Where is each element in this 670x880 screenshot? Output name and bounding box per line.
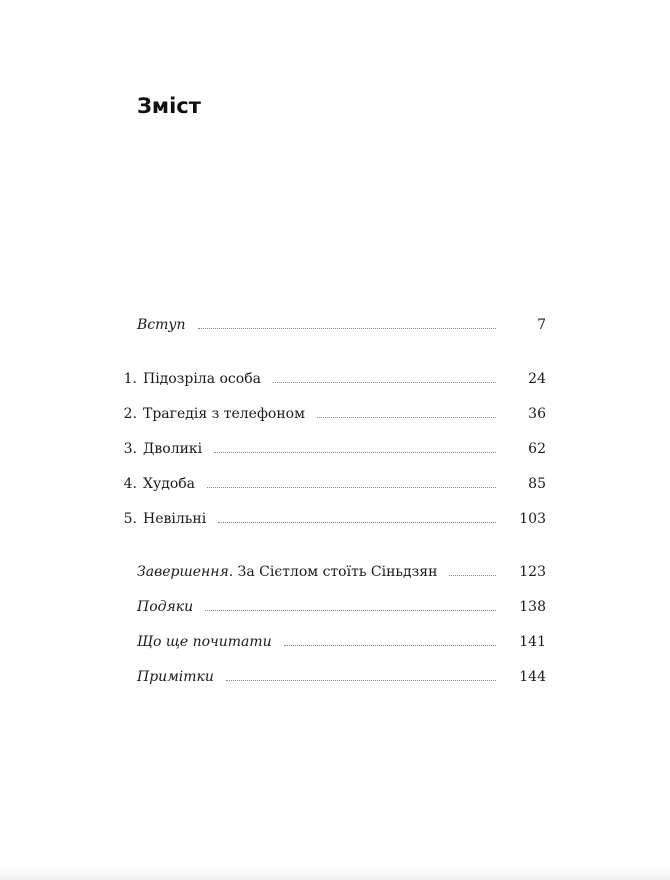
- toc-entry-label: Подяки: [137, 599, 194, 615]
- toc-page-number: 141: [519, 634, 546, 650]
- page-title: Зміст: [137, 94, 201, 118]
- toc-entry-introduction[interactable]: [118, 313, 546, 337]
- toc-entry-label: Підозріла особа: [143, 371, 261, 387]
- dot-leader: [284, 644, 496, 646]
- toc-entry-label: [137, 560, 437, 584]
- page-bottom-edge: [0, 866, 670, 880]
- toc-entry-label-rest: За Сієтлом стоїть Сіньдзян: [233, 564, 438, 580]
- toc-page-number: 36: [528, 406, 546, 422]
- toc-page-number: 62: [528, 441, 546, 457]
- chapter-number: 1.: [123, 371, 137, 387]
- dot-leader: [207, 486, 496, 488]
- toc-page-number: 85: [528, 476, 546, 492]
- toc-entry-chapter-3[interactable]: [118, 437, 546, 461]
- chapter-number: 5.: [123, 511, 137, 527]
- toc-entry-chapter-4[interactable]: [118, 472, 546, 496]
- toc-entry-label: Що ще почитати: [137, 634, 272, 650]
- toc-entry-chapter-1[interactable]: [118, 367, 546, 391]
- toc-entry-acknowledgements[interactable]: [118, 595, 546, 619]
- toc-entry-label-italic: Завершення.: [137, 564, 234, 580]
- toc-entry-notes[interactable]: [118, 665, 546, 689]
- toc-page-number: 144: [519, 669, 546, 685]
- toc-entry-label: Невільні: [143, 511, 207, 527]
- toc-page-number: 7: [537, 317, 546, 333]
- dot-leader: [218, 521, 496, 523]
- toc-entry-chapter-2[interactable]: [118, 402, 546, 426]
- dot-leader: [205, 609, 496, 611]
- toc-page-number: 138: [519, 599, 546, 615]
- dot-leader: [214, 451, 496, 453]
- toc-entry-label: Примітки: [137, 669, 214, 685]
- toc-page-number: 24: [528, 371, 546, 387]
- toc-entry-label: Худоба: [143, 476, 196, 492]
- dot-leader: [317, 416, 496, 418]
- dot-leader: [198, 327, 496, 329]
- dot-leader: [226, 679, 496, 681]
- chapter-number: 4.: [123, 476, 137, 492]
- toc-entry-label: Трагедія з телефоном: [143, 406, 305, 422]
- toc-page-number: 103: [519, 511, 546, 527]
- dot-leader: [273, 381, 496, 383]
- toc-page-number: 123: [519, 564, 546, 580]
- toc-entry-chapter-5[interactable]: [118, 507, 546, 531]
- chapter-number: 3.: [123, 441, 137, 457]
- toc-entry-label: Вступ: [137, 317, 186, 333]
- toc-entry-label: Дволикі: [143, 441, 203, 457]
- dot-leader: [449, 574, 496, 576]
- toc-entry-conclusion[interactable]: [118, 560, 546, 584]
- chapter-number: 2.: [123, 406, 137, 422]
- toc-entry-further-reading[interactable]: [118, 630, 546, 654]
